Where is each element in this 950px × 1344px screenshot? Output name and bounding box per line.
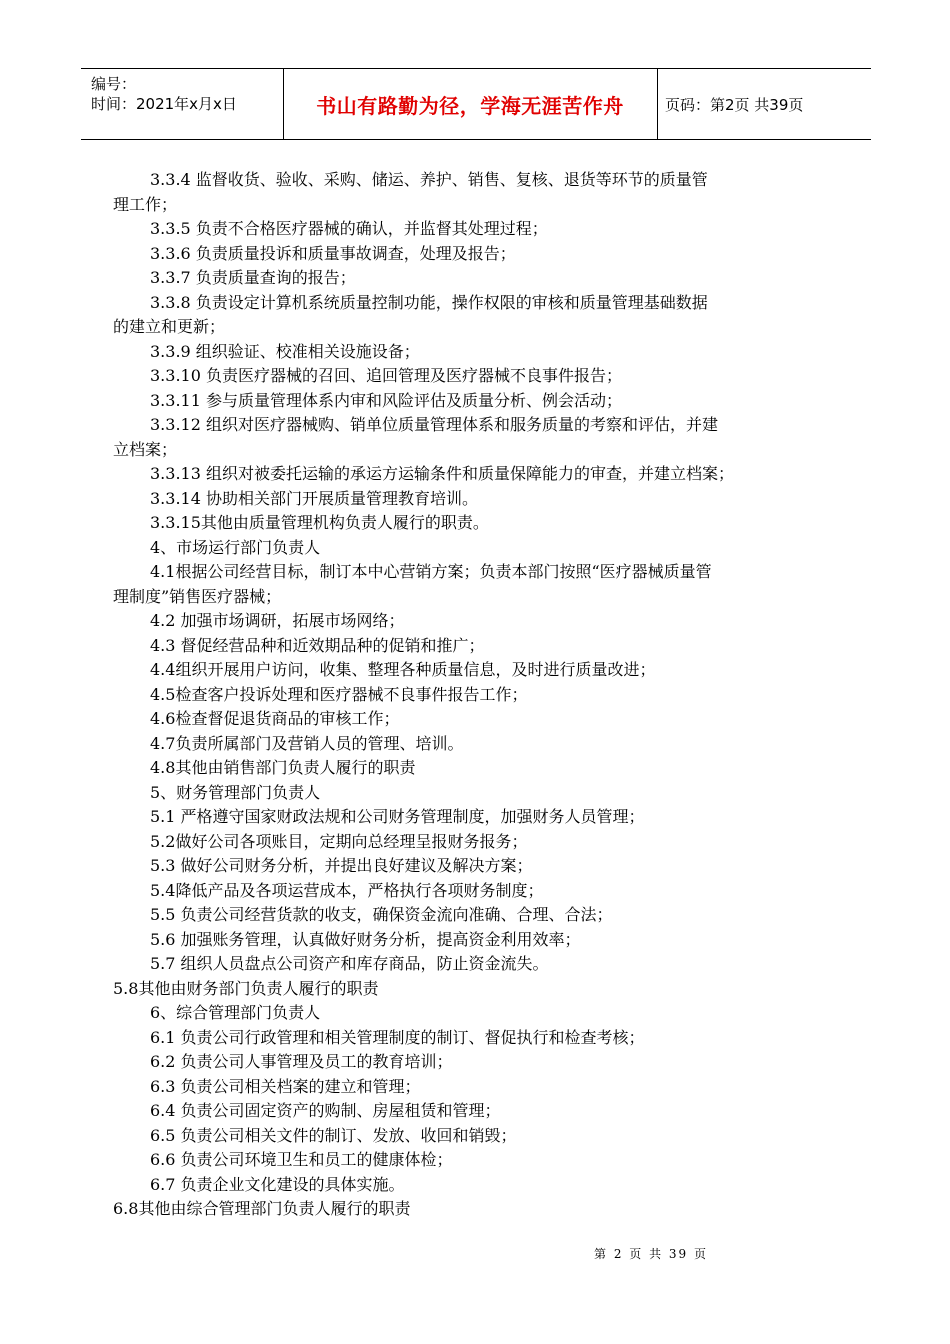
paragraph-line: 3.3.13 组织对被委托运输的承运方运输条件和质量保障能力的审查，并建立档案；	[150, 464, 734, 483]
paragraph-line: 3.3.14 协助相关部门开展质量管理教育培训。	[150, 488, 478, 508]
page-header	[81, 68, 871, 140]
paragraph-line: 6.8其他由综合管理部门负责人履行的职责	[113, 1199, 411, 1218]
section-heading: 6、综合管理部门负责人	[150, 1003, 321, 1022]
paragraph-line: 理工作；	[113, 194, 178, 214]
paragraph-line: 4.1根据公司经营目标，制订本中心营销方案；负责本部门按照“医疗器械质量管	[150, 562, 712, 581]
paragraph-line: 3.3.6 负责质量投诉和质量事故调查，处理及报告；	[150, 243, 516, 263]
paragraph-line: 的建立和更新；	[113, 317, 226, 336]
paragraph-line: 理制度”销售医疗器械；	[113, 586, 282, 606]
page-footer: 第 2 页 共 39 页	[594, 1247, 708, 1261]
paragraph-line: 6.7 负责企业文化建设的具体实施。	[150, 1174, 405, 1194]
header-motto: 书山有路勤为径，学海无涯苦作舟	[316, 93, 624, 118]
section-heading: 5、财务管理部门负责人	[150, 782, 321, 802]
paragraph-line: 6.1 负责公司行政管理和相关管理制度的制订、督促执行和检查考核；	[150, 1027, 645, 1047]
document-date-label: 时间：2021年x月x日	[91, 95, 237, 113]
paragraph-line: 4.2 加强市场调研，拓展市场网络；	[150, 611, 405, 630]
header-motto-cell	[283, 69, 658, 139]
paragraph-line: 4.5检查客户投诉处理和医疗器械不良事件报告工作；	[150, 684, 528, 704]
document-body	[113, 168, 843, 1222]
header-meta-cell	[81, 69, 284, 139]
paragraph-line: 5.2做好公司各项账目，定期向总经理呈报财务报务；	[150, 831, 528, 851]
paragraph-line: 5.3 做好公司财务分析，并提出良好建议及解决方案；	[150, 856, 533, 875]
document-number-label: 编号：	[91, 75, 137, 93]
paragraph-line: 6.4 负责公司固定资产的购制、房屋租赁和管理；	[150, 1101, 501, 1120]
paragraph-line: 5.5 负责公司经营货款的收支，确保资金流向准确、合理、合法；	[150, 905, 613, 924]
paragraph-line: 6.2 负责公司人事管理及员工的教育培训；	[150, 1052, 453, 1071]
paragraph-line: 3.3.8 负责设定计算机系统质量控制功能，操作权限的审核和质量管理基础数据	[150, 292, 708, 312]
paragraph-line: 5.6 加强账务管理，认真做好财务分析，提高资金利用效率；	[150, 929, 581, 949]
paragraph-line: 3.3.4 监督收货、验收、采购、储运、养护、销售、复核、退货等环节的质量管	[150, 170, 708, 189]
section-heading: 4、市场运行部门负责人	[150, 537, 321, 557]
paragraph-line: 4.8其他由销售部门负责人履行的职责	[150, 758, 416, 777]
paragraph-line: 4.7负责所属部门及营销人员的管理、培训。	[150, 733, 464, 753]
paragraph-line: 4.6检查督促退货商品的审核工作；	[150, 709, 400, 728]
paragraph-line: 6.6 负责公司环境卫生和员工的健康体检；	[150, 1150, 453, 1169]
paragraph-line: 5.7 组织人员盘点公司资产和库存商品，防止资金流失。	[150, 954, 549, 973]
paragraph-line: 4.3 督促经营品种和近效期品种的促销和推广；	[150, 635, 485, 655]
paragraph-line: 5.1 严格遵守国家财政法规和公司财务管理制度，加强财务人员管理；	[150, 807, 645, 826]
paragraph-line: 5.4降低产品及各项运营成本，严格执行各项财务制度；	[150, 880, 544, 900]
paragraph-line: 5.8其他由财务部门负责人履行的职责	[113, 978, 379, 998]
paragraph-line: 3.3.12 组织对医疗器械购、销单位质量管理体系和服务质量的考察和评估，并建	[150, 415, 718, 434]
paragraph-line: 3.3.10 负责医疗器械的召回、追回管理及医疗器械不良事件报告；	[150, 366, 622, 385]
paragraph-line: 3.3.5 负责不合格医疗器械的确认，并监督其处理过程；	[150, 219, 548, 238]
paragraph-line: 4.4组织开展用户访问，收集、整理各种质量信息，及时进行质量改进；	[150, 660, 656, 679]
paragraph-line: 3.3.9 组织验证、校准相关设施设备；	[150, 341, 420, 361]
paragraph-line: 6.3 负责公司相关档案的建立和管理；	[150, 1076, 421, 1096]
paragraph-line: 3.3.15其他由质量管理机构负责人履行的职责。	[150, 513, 489, 532]
header-page-info: 页码：第2页 共39页	[665, 95, 804, 114]
paragraph-line: 3.3.11 参与质量管理体系内审和风险评估及质量分析、例会活动；	[150, 390, 622, 410]
paragraph-line: 6.5 负责公司相关文件的制订、发放、收回和销毁；	[150, 1125, 517, 1145]
paragraph-line: 3.3.7 负责质量查询的报告；	[150, 268, 356, 287]
paragraph-line: 立档案；	[113, 439, 178, 459]
